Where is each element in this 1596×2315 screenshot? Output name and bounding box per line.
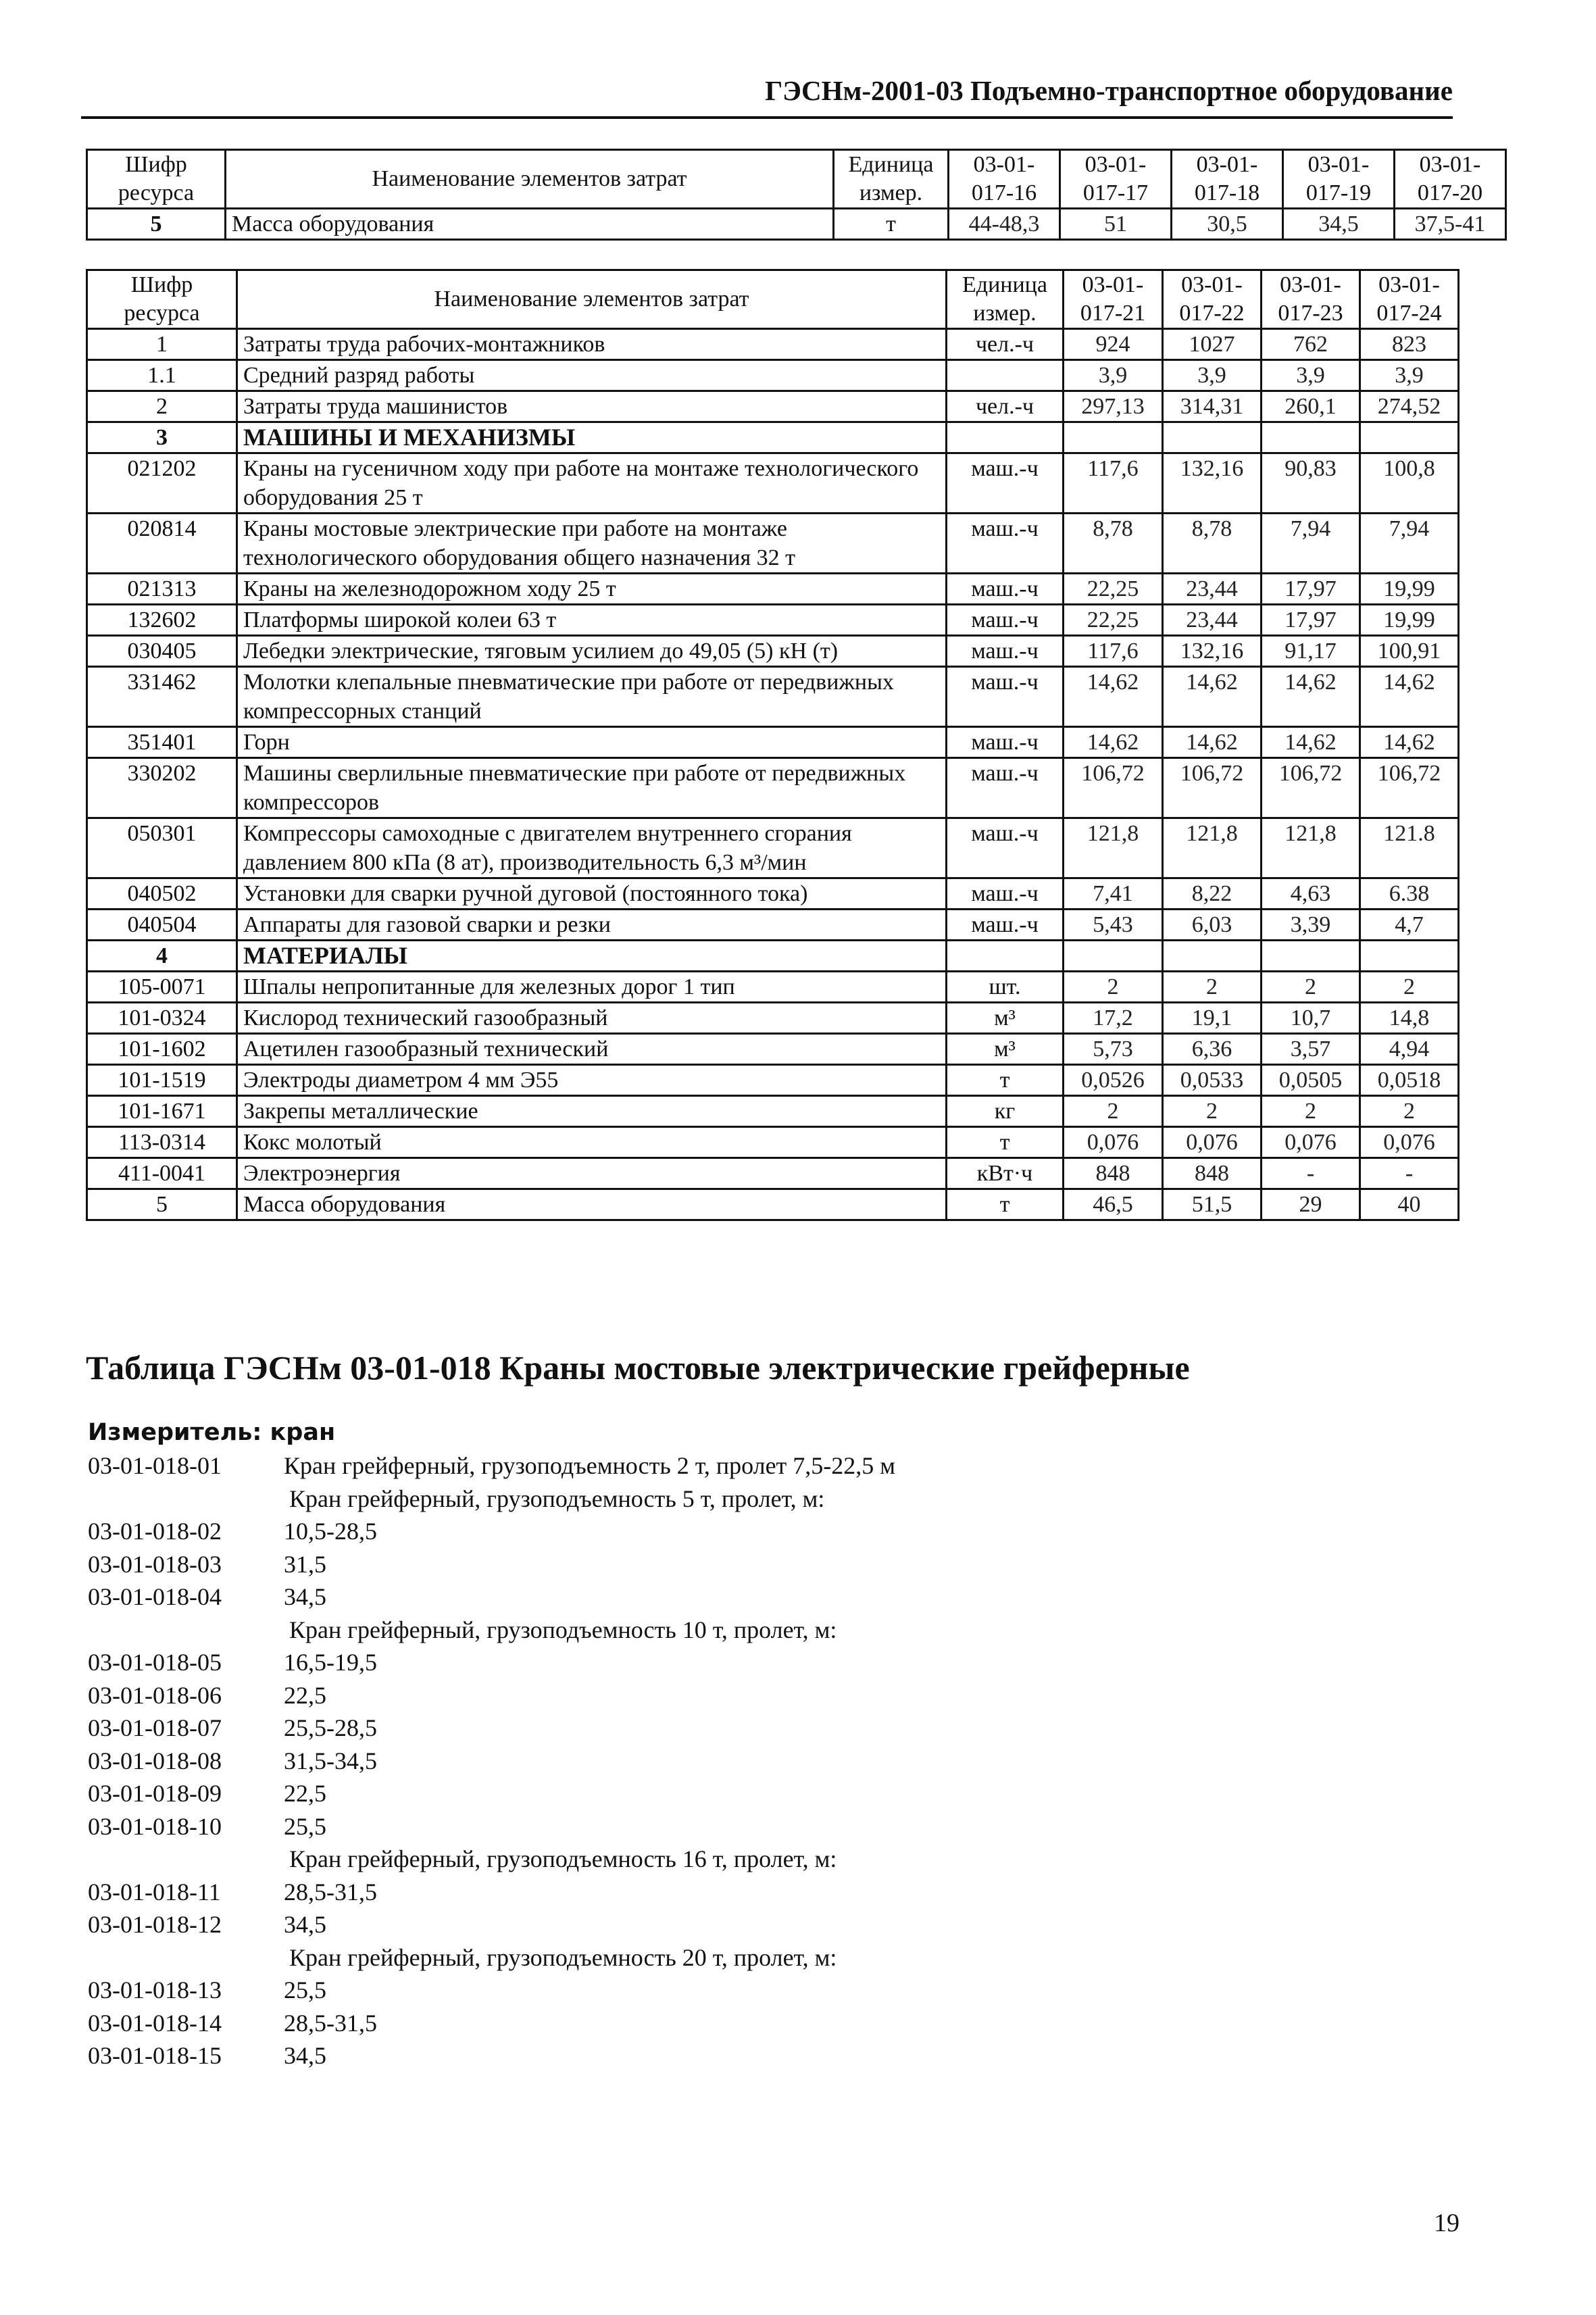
cell-value: 0,076 <box>1163 1127 1262 1158</box>
cell-value: 274,52 <box>1360 391 1459 422</box>
table-row <box>87 1127 1459 1158</box>
header-cell: 03-01-017-24 <box>1360 270 1459 329</box>
cell-value: 7,41 <box>1064 878 1163 910</box>
cell-value: 19,1 <box>1163 1003 1262 1034</box>
cell-value: 106,72 <box>1360 758 1459 818</box>
cell-code: 2 <box>87 391 237 422</box>
table-row <box>87 605 1459 636</box>
cell-unit: маш.-ч <box>947 514 1064 574</box>
item-text: 34,5 <box>284 1911 326 1938</box>
cell-code: 040504 <box>87 910 237 941</box>
cell-name: Краны на гусеничном ходу при работе на монтаже технологического оборудования 25 т <box>237 453 947 514</box>
item-code: 03-01-018-11 <box>88 1878 221 1906</box>
cell-code: 050301 <box>87 818 237 878</box>
cell-value: 2 <box>1064 1096 1163 1127</box>
cell-value: 4,63 <box>1262 878 1360 910</box>
cell-value: 22,25 <box>1064 605 1163 636</box>
cell-code: 1.1 <box>87 360 237 391</box>
header-cell: Шифр ресурса <box>87 150 226 209</box>
table-row <box>87 1003 1459 1034</box>
cell-code: 105-0071 <box>87 972 237 1003</box>
cell-unit: маш.-ч <box>947 667 1064 727</box>
cell-unit: т <box>834 209 949 240</box>
running-header: ГЭСНм-2001-03 Подъемно-транспортное оборудование <box>81 74 1453 119</box>
table-row <box>87 514 1459 574</box>
cell-code: 021202 <box>87 453 237 514</box>
cell-name: Кислород технический газообразный <box>237 1003 947 1034</box>
cell-value: 100,91 <box>1360 636 1459 667</box>
cell-value: 14,62 <box>1163 727 1262 758</box>
cell-unit: м³ <box>947 1034 1064 1065</box>
table-row <box>87 878 1459 910</box>
cell-unit: шт. <box>947 972 1064 1003</box>
table-row <box>87 972 1459 1003</box>
cell-value: 2 <box>1262 972 1360 1003</box>
cell-name: Ацетилен газообразный технический <box>237 1034 947 1065</box>
cell-name: Затраты труда рабочих-монтажников <box>237 329 947 360</box>
list-item <box>88 1810 1372 1843</box>
item-text: 28,5-31,5 <box>284 2009 377 2037</box>
cell-value: 2 <box>1163 1096 1262 1127</box>
table-row <box>87 453 1459 514</box>
measure-unit: Измеритель: кран <box>88 1419 336 1446</box>
list-item <box>88 1974 1372 2007</box>
cell-name: Горн <box>237 727 947 758</box>
table-017-16-20 <box>86 149 1507 241</box>
list-item <box>88 1745 1372 1778</box>
cell-name: Закрепы металлические <box>237 1096 947 1127</box>
cell-code: 5 <box>87 1189 237 1220</box>
cell-value: 44-48,3 <box>949 209 1060 240</box>
header-cell: Единица измер. <box>834 150 949 209</box>
cell-value: 91,17 <box>1262 636 1360 667</box>
cell-value: 848 <box>1064 1158 1163 1189</box>
cell-unit: маш.-ч <box>947 910 1064 941</box>
section-title: Таблица ГЭСНм 03-01-018 Краны мостовые электрические грейферные <box>86 1349 1190 1387</box>
cell-name: Шпалы непропитанные для железных дорог 1 тип <box>237 972 947 1003</box>
cell-unit: т <box>947 1065 1064 1096</box>
cell-name: Электроды диаметром 4 мм Э55 <box>237 1065 947 1096</box>
cell-value: 19,99 <box>1360 574 1459 605</box>
group-text: Кран грейферный, грузоподъемность 20 т, пролет, м: <box>289 1943 837 1971</box>
empty-cell <box>1163 941 1262 972</box>
cell-unit: т <box>947 1189 1064 1220</box>
cell-value: 22,25 <box>1064 574 1163 605</box>
cell-value: 132,16 <box>1163 636 1262 667</box>
list-item <box>88 1449 1372 1483</box>
cell-code: 331462 <box>87 667 237 727</box>
table-row <box>87 360 1459 391</box>
cell-value: 3,39 <box>1262 910 1360 941</box>
cell-value: 14,62 <box>1262 667 1360 727</box>
cell-value: 762 <box>1262 329 1360 360</box>
cell-name: Краны мостовые электрические при работе на монтаже технологического оборудования общего назначения 32 т <box>237 514 947 574</box>
cell-value: 2 <box>1262 1096 1360 1127</box>
item-text: 22,5 <box>284 1681 326 1709</box>
cell-value: 30,5 <box>1172 209 1283 240</box>
cell-value: 51,5 <box>1163 1189 1262 1220</box>
cell-value: 6,36 <box>1163 1034 1262 1065</box>
header-cell: Наименование элементов затрат <box>237 270 947 329</box>
cell-value: 121.8 <box>1360 818 1459 878</box>
item-text: 34,5 <box>284 1583 326 1610</box>
cell-unit: маш.-ч <box>947 727 1064 758</box>
table-row <box>87 667 1459 727</box>
empty-cell <box>947 941 1064 972</box>
cell-unit: маш.-ч <box>947 574 1064 605</box>
cell-value: 37,5-41 <box>1395 209 1506 240</box>
cell-value: - <box>1360 1158 1459 1189</box>
list-item <box>88 1515 1372 1548</box>
list-item <box>88 1679 1372 1712</box>
table-row <box>87 818 1459 878</box>
cell-unit: кВт·ч <box>947 1158 1064 1189</box>
cell-value: 106,72 <box>1262 758 1360 818</box>
cell-value: 14,62 <box>1360 667 1459 727</box>
item-code: 03-01-018-10 <box>88 1812 222 1840</box>
item-code: 03-01-018-04 <box>88 1583 222 1610</box>
cell-value: 121,8 <box>1064 818 1163 878</box>
cell-value: 4,94 <box>1360 1034 1459 1065</box>
table-row <box>87 391 1459 422</box>
cell-code: 113-0314 <box>87 1127 237 1158</box>
cell-value: 17,97 <box>1262 574 1360 605</box>
item-code: 03-01-018-03 <box>88 1550 222 1578</box>
item-code: 03-01-018-07 <box>88 1714 222 1741</box>
header-cell: 03-01-017-16 <box>949 150 1060 209</box>
table-row <box>87 727 1459 758</box>
section-heading: МАШИНЫ И МЕХАНИЗМЫ <box>237 422 947 453</box>
cell-value: 3,57 <box>1262 1034 1360 1065</box>
cell-value: 3,9 <box>1064 360 1163 391</box>
item-text: 25,5-28,5 <box>284 1714 377 1741</box>
cell-value: 0,076 <box>1262 1127 1360 1158</box>
cell-value: 3,9 <box>1163 360 1262 391</box>
cell-value: 10,7 <box>1262 1003 1360 1034</box>
item-text: Кран грейферный, грузоподъемность 2 т, пролет 7,5-22,5 м <box>284 1452 896 1479</box>
cell-name: Масса оборудования <box>237 1189 947 1220</box>
cell-code: 040502 <box>87 878 237 910</box>
cell-value: 117,6 <box>1064 453 1163 514</box>
item-code: 03-01-018-06 <box>88 1681 222 1709</box>
item-text: 25,5 <box>284 1976 326 2003</box>
cell-value: 19,99 <box>1360 605 1459 636</box>
empty-cell <box>1064 422 1163 453</box>
item-code: 03-01-018-01 <box>88 1452 222 1479</box>
list-item <box>88 1580 1372 1614</box>
cell-value: 823 <box>1360 329 1459 360</box>
item-code: 03-01-018-14 <box>88 2009 222 2037</box>
cell-value: 260,1 <box>1262 391 1360 422</box>
header-cell: 03-01-017-19 <box>1283 150 1395 209</box>
table-header-row <box>87 270 1459 329</box>
item-code: 03-01-018-02 <box>88 1518 222 1545</box>
list-item <box>88 1646 1372 1679</box>
cell-value: 7,94 <box>1360 514 1459 574</box>
header-cell: 03-01-017-18 <box>1172 150 1283 209</box>
cell-value: 848 <box>1163 1158 1262 1189</box>
header-cell: 03-01-017-22 <box>1163 270 1262 329</box>
list-item <box>88 2039 1372 2072</box>
table-row <box>87 574 1459 605</box>
cell-code: 101-1671 <box>87 1096 237 1127</box>
cell-unit: чел.-ч <box>947 329 1064 360</box>
cell-code: 4 <box>87 941 237 972</box>
header-cell: 03-01-017-20 <box>1395 150 1506 209</box>
cell-code: 030405 <box>87 636 237 667</box>
cell-value: 314,31 <box>1163 391 1262 422</box>
list-item <box>88 1712 1372 1745</box>
cell-value: - <box>1262 1158 1360 1189</box>
list-item <box>88 1876 1372 1909</box>
cell-value: 14,62 <box>1360 727 1459 758</box>
cell-value: 14,62 <box>1064 727 1163 758</box>
cell-value: 2 <box>1360 972 1459 1003</box>
cell-code: 330202 <box>87 758 237 818</box>
cell-value: 34,5 <box>1283 209 1395 240</box>
cell-name: Аппараты для газовой сварки и резки <box>237 910 947 941</box>
cell-value: 14,62 <box>1064 667 1163 727</box>
table-row <box>87 1034 1459 1065</box>
item-text: 25,5 <box>284 1812 326 1840</box>
cell-code: 132602 <box>87 605 237 636</box>
list-item <box>88 2007 1372 2040</box>
cell-value: 0,076 <box>1064 1127 1163 1158</box>
cell-value: 0,0518 <box>1360 1065 1459 1096</box>
group-text: Кран грейферный, грузоподъемность 5 т, пролет, м: <box>289 1485 825 1512</box>
cell-value: 46,5 <box>1064 1189 1163 1220</box>
item-text: 10,5-28,5 <box>284 1518 377 1545</box>
table-row <box>87 1096 1459 1127</box>
item-code: 03-01-018-12 <box>88 1911 222 1938</box>
cell-value: 297,13 <box>1064 391 1163 422</box>
cell-unit <box>947 360 1064 391</box>
cell-code: 5 <box>87 209 226 240</box>
cell-value: 3,9 <box>1262 360 1360 391</box>
cell-name: Краны на железнодорожном ходу 25 т <box>237 574 947 605</box>
cell-value: 29 <box>1262 1189 1360 1220</box>
cell-value: 2 <box>1163 972 1262 1003</box>
empty-cell <box>1262 941 1360 972</box>
cell-value: 17,2 <box>1064 1003 1163 1034</box>
item-text: 28,5-31,5 <box>284 1878 377 1906</box>
group-text: Кран грейферный, грузоподъемность 16 т, пролет, м: <box>289 1845 837 1872</box>
cell-code: 020814 <box>87 514 237 574</box>
header-cell: Единица измер. <box>947 270 1064 329</box>
cell-value: 106,72 <box>1064 758 1163 818</box>
empty-cell <box>1064 941 1163 972</box>
section-row <box>87 422 1459 453</box>
cell-code: 1 <box>87 329 237 360</box>
cell-value: 3,9 <box>1360 360 1459 391</box>
cell-name: Молотки клепальные пневматические при работе от передвижных компрессорных станций <box>237 667 947 727</box>
cell-value: 132,16 <box>1163 453 1262 514</box>
header-cell: 03-01-017-21 <box>1064 270 1163 329</box>
cell-value: 90,83 <box>1262 453 1360 514</box>
section-row <box>87 941 1459 972</box>
list-group-heading <box>88 1483 1372 1516</box>
cell-name: Платформы широкой колеи 63 т <box>237 605 947 636</box>
cell-value: 8,78 <box>1163 514 1262 574</box>
item-list <box>88 1449 1372 2072</box>
cell-value: 23,44 <box>1163 574 1262 605</box>
cell-value: 0,0526 <box>1064 1065 1163 1096</box>
table-row <box>87 209 1506 240</box>
item-text: 31,5-34,5 <box>284 1747 377 1774</box>
item-text: 16,5-19,5 <box>284 1649 377 1676</box>
cell-value: 8,22 <box>1163 878 1262 910</box>
cell-code: 351401 <box>87 727 237 758</box>
cell-unit: кг <box>947 1096 1064 1127</box>
cell-value: 4,7 <box>1360 910 1459 941</box>
cell-name: Кокс молотый <box>237 1127 947 1158</box>
empty-cell <box>1360 422 1459 453</box>
table-row <box>87 1189 1459 1220</box>
table-row <box>87 1065 1459 1096</box>
page-number: 19 <box>1434 2209 1460 2237</box>
cell-code: 411-0041 <box>87 1158 237 1189</box>
empty-cell <box>947 422 1064 453</box>
cell-name: Компрессоры самоходные с двигателем внутреннего сгорания давлением 800 кПа (8 ат), производительность 6,3 м³/мин <box>237 818 947 878</box>
cell-value: 2 <box>1064 972 1163 1003</box>
header-cell: Наименование элементов затрат <box>226 150 834 209</box>
table-row <box>87 636 1459 667</box>
cell-value: 51 <box>1060 209 1172 240</box>
cell-code: 101-1519 <box>87 1065 237 1096</box>
item-text: 31,5 <box>284 1550 326 1578</box>
empty-cell <box>1163 422 1262 453</box>
header-cell: 03-01-017-17 <box>1060 150 1172 209</box>
cell-value: 121,8 <box>1262 818 1360 878</box>
cell-value: 40 <box>1360 1189 1459 1220</box>
cell-unit: маш.-ч <box>947 878 1064 910</box>
item-text: 34,5 <box>284 2042 326 2069</box>
cell-unit: маш.-ч <box>947 605 1064 636</box>
cell-name: Установки для сварки ручной дуговой (постоянного тока) <box>237 878 947 910</box>
list-group-heading <box>88 1614 1372 1647</box>
cell-code: 021313 <box>87 574 237 605</box>
list-item <box>88 1548 1372 1581</box>
cell-value: 6.38 <box>1360 878 1459 910</box>
table-row <box>87 329 1459 360</box>
header-cell: Шифр ресурса <box>87 270 237 329</box>
cell-value: 7,94 <box>1262 514 1360 574</box>
item-code: 03-01-018-13 <box>88 1976 222 2003</box>
cell-value: 117,6 <box>1064 636 1163 667</box>
cell-unit: маш.-ч <box>947 758 1064 818</box>
cell-value: 121,8 <box>1163 818 1262 878</box>
cell-value: 8,78 <box>1064 514 1163 574</box>
table-017-21-24 <box>86 269 1460 1221</box>
cell-value: 17,97 <box>1262 605 1360 636</box>
item-text: 22,5 <box>284 1780 326 1807</box>
cell-value: 0,0505 <box>1262 1065 1360 1096</box>
cell-name: Лебедки электрические, тяговым усилием до 49,05 (5) кН (т) <box>237 636 947 667</box>
empty-cell <box>1360 941 1459 972</box>
list-group-heading <box>88 1941 1372 1974</box>
cell-unit: чел.-ч <box>947 391 1064 422</box>
cell-value: 2 <box>1360 1096 1459 1127</box>
cell-unit: маш.-ч <box>947 636 1064 667</box>
table-body <box>87 270 1459 1220</box>
cell-unit: маш.-ч <box>947 818 1064 878</box>
table-row <box>87 758 1459 818</box>
item-code: 03-01-018-15 <box>88 2042 222 2069</box>
table-row <box>87 1158 1459 1189</box>
cell-value: 0,0533 <box>1163 1065 1262 1096</box>
cell-value: 6,03 <box>1163 910 1262 941</box>
cell-code: 101-0324 <box>87 1003 237 1034</box>
cell-value: 14,62 <box>1163 667 1262 727</box>
item-code: 03-01-018-08 <box>88 1747 222 1774</box>
group-text: Кран грейферный, грузоподъемность 10 т, пролет, м: <box>289 1616 837 1643</box>
item-code: 03-01-018-09 <box>88 1780 222 1807</box>
cell-value: 23,44 <box>1163 605 1262 636</box>
cell-value: 100,8 <box>1360 453 1459 514</box>
cell-value: 5,73 <box>1064 1034 1163 1065</box>
table-header-row <box>87 150 1506 209</box>
cell-value: 924 <box>1064 329 1163 360</box>
list-item <box>88 1908 1372 1941</box>
cell-value: 5,43 <box>1064 910 1163 941</box>
empty-cell <box>1262 422 1360 453</box>
cell-value: 106,72 <box>1163 758 1262 818</box>
list-group-heading <box>88 1843 1372 1876</box>
cell-value: 14,8 <box>1360 1003 1459 1034</box>
item-code: 03-01-018-05 <box>88 1649 222 1676</box>
cell-unit: т <box>947 1127 1064 1158</box>
cell-value: 14,62 <box>1262 727 1360 758</box>
cell-name: Средний разряд работы <box>237 360 947 391</box>
cell-value: 1027 <box>1163 329 1262 360</box>
cell-name: Масса оборудования <box>226 209 834 240</box>
cell-name: Машины сверлильные пневматические при работе от передвижных компрессоров <box>237 758 947 818</box>
list-item <box>88 1777 1372 1810</box>
table-row <box>87 910 1459 941</box>
cell-name: Электроэнергия <box>237 1158 947 1189</box>
cell-code: 3 <box>87 422 237 453</box>
section-heading: МАТЕРИАЛЫ <box>237 941 947 972</box>
cell-unit: маш.-ч <box>947 453 1064 514</box>
cell-name: Затраты труда машинистов <box>237 391 947 422</box>
cell-code: 101-1602 <box>87 1034 237 1065</box>
header-cell: 03-01-017-23 <box>1262 270 1360 329</box>
cell-value: 0,076 <box>1360 1127 1459 1158</box>
cell-unit: м³ <box>947 1003 1064 1034</box>
